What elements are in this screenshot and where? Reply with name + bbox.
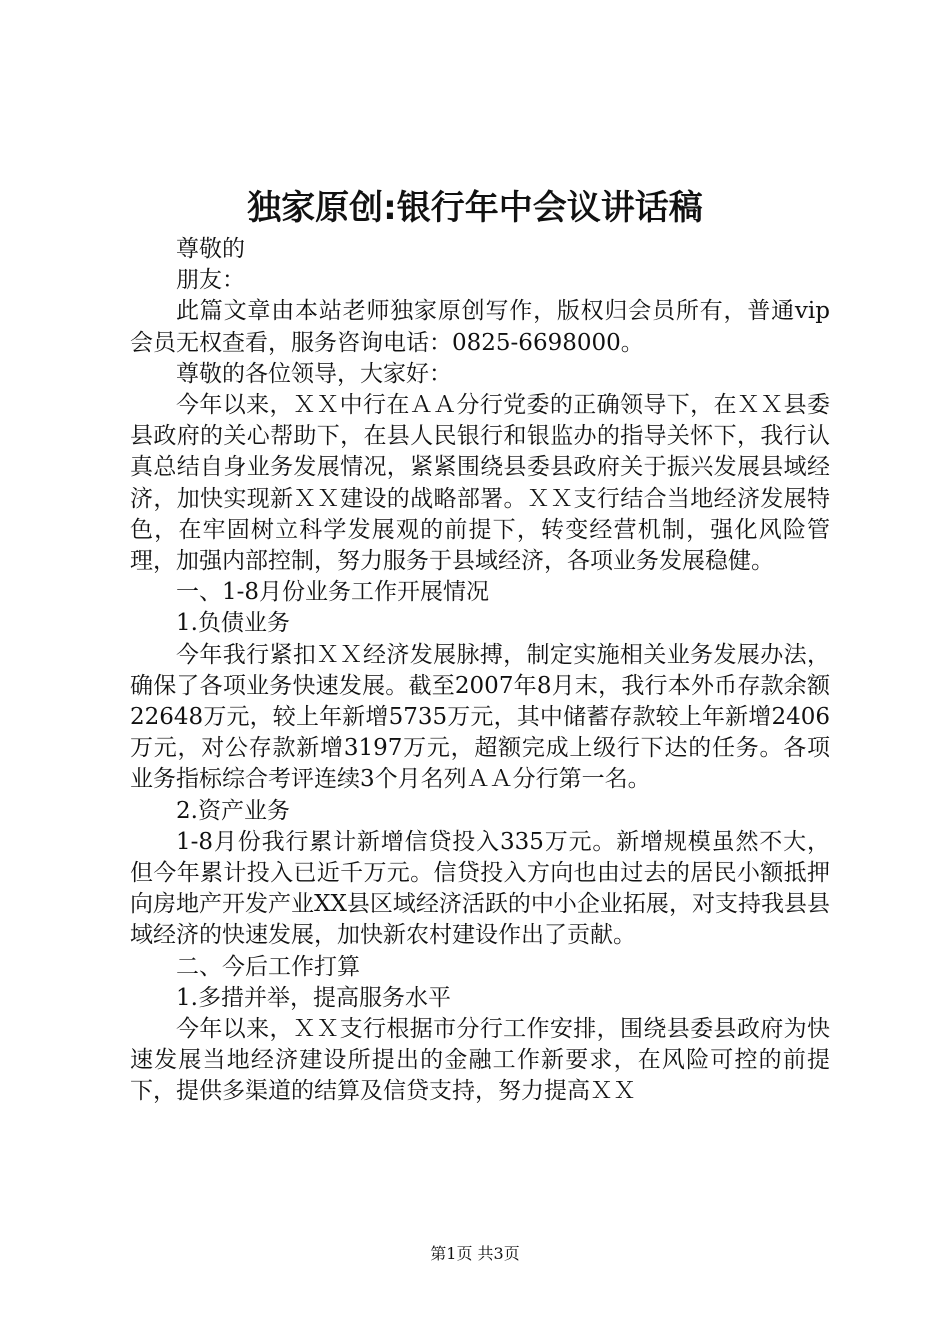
paragraph: 今年我行紧扣ＸＸ经济发展脉搏，制定实施相关业务发展办法，确保了各项业务快速发展。截至2007年8月末，我行本外币存款余额22648万元，较上年新增5735万元，其中储蓄存款较上年新增2406万元，对公存款新增3197万元，超额完成上级行下达的任务。各项业务指标综合考评连续3个月名列ＡＡ分行第一名。 bbox=[130, 641, 830, 793]
paragraph: 此篇文章由本站老师独家原创写作，版权归会员所有，普通vip会员无权查看，服务咨询电话：0825-6698000。 bbox=[130, 298, 830, 356]
page-number: 第1页 bbox=[430, 1244, 473, 1263]
paragraph: 今年以来，ＸＸ中行在ＡＡ分行党委的正确领导下，在ＸＸ县委县政府的关心帮助下，在县人民银行和银监办的指导关怀下，我行认真总结自身业务发展情况，紧紧围绕县委县政府关于振兴发展县域经济，加快实现新ＸＸ建设的战略部署。ＸＸ支行结合当地经济发展特色，在牢固树立科学发展观的前提下，转变经营机制，强化风险管理，加强内部控制，努力服务于县域经济，各项业务发展稳健。 bbox=[130, 392, 830, 575]
paragraph: 1-8月份我行累计新增信贷投入335万元。新增规模虽然不大，但今年累计投入已近千万元。信贷投入方向也由过去的居民小额抵押向房地产开发产业XX县区域经济活跃的中小企业拓展，对支持我县县域经济的快速发展，加快新农村建设作出了贡献。 bbox=[130, 828, 830, 949]
subsection-heading: 2.资产业务 bbox=[176, 797, 290, 824]
page-footer bbox=[0, 1243, 950, 1265]
document-title: 独家原创:银行年中会议讲话稿 bbox=[247, 188, 703, 228]
section-heading: 一、1-8月份业务工作开展情况 bbox=[176, 579, 490, 606]
paragraph: 尊敬的 bbox=[176, 236, 245, 262]
subsection-heading: 1.负债业务 bbox=[176, 610, 290, 637]
paragraph: 朋友： bbox=[176, 267, 245, 294]
section-heading: 二、今后工作打算 bbox=[176, 953, 360, 980]
paragraph: 尊敬的各位领导，大家好： bbox=[176, 360, 452, 387]
document-body bbox=[130, 234, 830, 1108]
page-total: 共3页 bbox=[477, 1244, 520, 1263]
paragraph: 今年以来，ＸＸ支行根据市分行工作安排，围绕县委县政府为快速发展当地经济建设所提出的金融工作新要求，在风险可控的前提下，提供多渠道的结算及信贷支持，努力提高ＸＸ bbox=[130, 1016, 830, 1105]
subsection-heading: 1.多措并举，提高服务水平 bbox=[176, 984, 451, 1011]
